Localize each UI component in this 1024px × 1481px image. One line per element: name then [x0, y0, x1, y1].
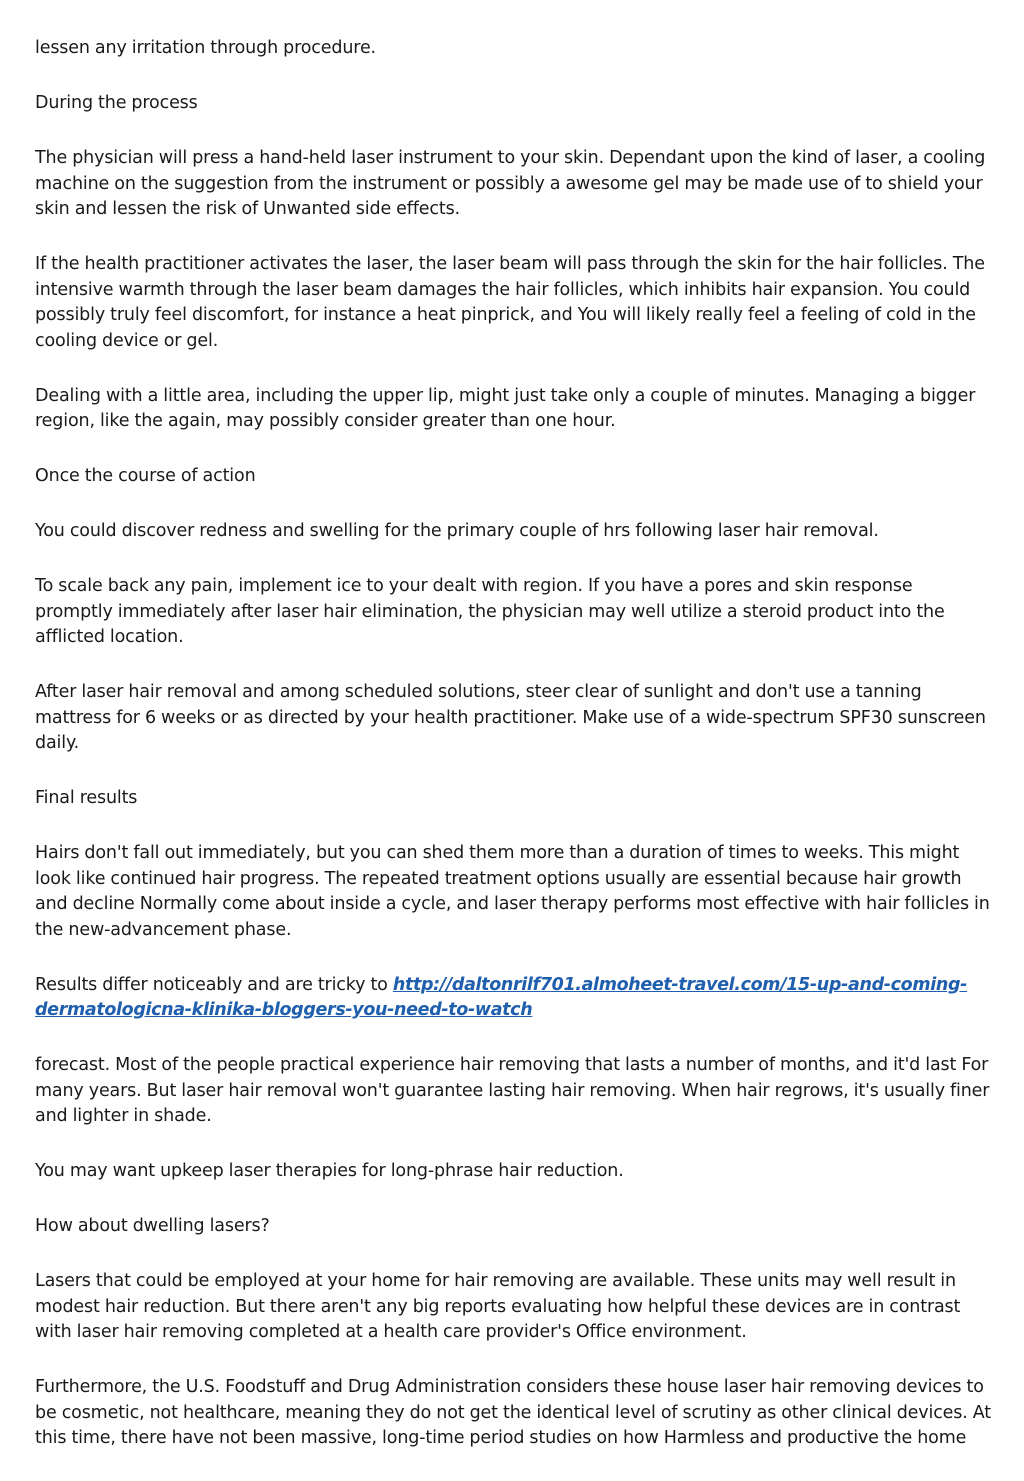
paragraph-home-lasers: Lasers that could be employed at your home for hair removing are available. These units may well result in modest hair reduction. But there aren't any big reports evaluating how helpful these devices are in contrast with laser hair removing completed at a health care provider's Office environment. — [35, 1271, 961, 1342]
heading-once-course: Once the course of action — [35, 466, 256, 486]
paragraph-hairs-fall: Hairs don't fall out immediately, but you can shed them more than a duration of times to weeks. This might look like continued hair progress. The repeated treatment options usually are essential because hair growth and decline Normally come about inside a cycle, and laser therapy performs most effective with hair follicles in the new-advancement phase. — [35, 843, 990, 940]
heading-during-process: During the process — [35, 93, 198, 113]
heading-home-lasers: How about dwelling lasers? — [35, 1216, 270, 1236]
paragraph-irritation: lessen any irritation through procedure. — [35, 38, 376, 58]
heading-final-results: Final results — [35, 788, 138, 808]
paragraph-results-link — [35, 973, 995, 1024]
paragraph-laser-activation: If the health practitioner activates the laser, the laser beam will pass through the skin for the hair follicles. The intensive warmth through the laser beam damages the hair follicles, which inhibits hair expansion. You could possibly truly feel discomfort, for instance a heat pinprick, and You will likely really feel a feeling of cold in the cooling device or gel. — [35, 254, 985, 351]
paragraph-sunlight: After laser hair removal and among scheduled solutions, steer clear of sunlight and don't use a tanning mattress for 6 weeks or as directed by your health practitioner. Make use of a wide-spectrum SPF30 sunscreen daily. — [35, 682, 986, 753]
paragraph-fda: Furthermore, the U.S. Foodstuff and Drug Administration considers these house laser hair removing devices to be cosmetic, not healthcare, meaning they do not get the identical level of scrutiny as other clinical devices. At this time, there have not been massive, long-time period studies on how Harmless and productive the home — [35, 1377, 992, 1448]
paragraph-upkeep: You may want upkeep laser therapies for long-phrase hair reduction. — [35, 1161, 624, 1181]
article-link[interactable]: http://daltonrilf701.almoheet-travel.com/15-up-and-coming-dermatologicna-klinika-bloggers-you-need-to-watch — [35, 974, 968, 1020]
link-prefix-text: Results differ noticeably and are tricky to — [35, 974, 393, 995]
paragraph-pain-ice: To scale back any pain, implement ice to your dealt with region. If you have a pores and skin response promptly immediately after laser hair elimination, the physician may well utilize a steroid product into the afflicted location. — [35, 576, 945, 647]
paragraph-treatment-area: Dealing with a little area, including the upper lip, might just take only a couple of minutes. Managing a bigger region, like the again, may possibly consider greater than one hour. — [35, 385, 976, 431]
paragraph-redness: You could discover redness and swelling for the primary couple of hrs following laser hair removal. — [35, 521, 879, 541]
paragraph-physician-instrument: The physician will press a hand-held laser instrument to your skin. Dependant upon the kind of laser, a cooling machine on the suggestion from the instrument or possibly a awesome gel may be made use of to shield your skin and lessen the risk of Unwanted side effects. — [35, 148, 986, 219]
document-body — [35, 36, 995, 1481]
paragraph-forecast: forecast. Most of the people practical experience hair removing that lasts a number of months, and it'd last For many years. But laser hair removal won't guarantee lasting hair removing. When hair regrows, it's usually finer and lighter in shade. — [35, 1055, 990, 1126]
